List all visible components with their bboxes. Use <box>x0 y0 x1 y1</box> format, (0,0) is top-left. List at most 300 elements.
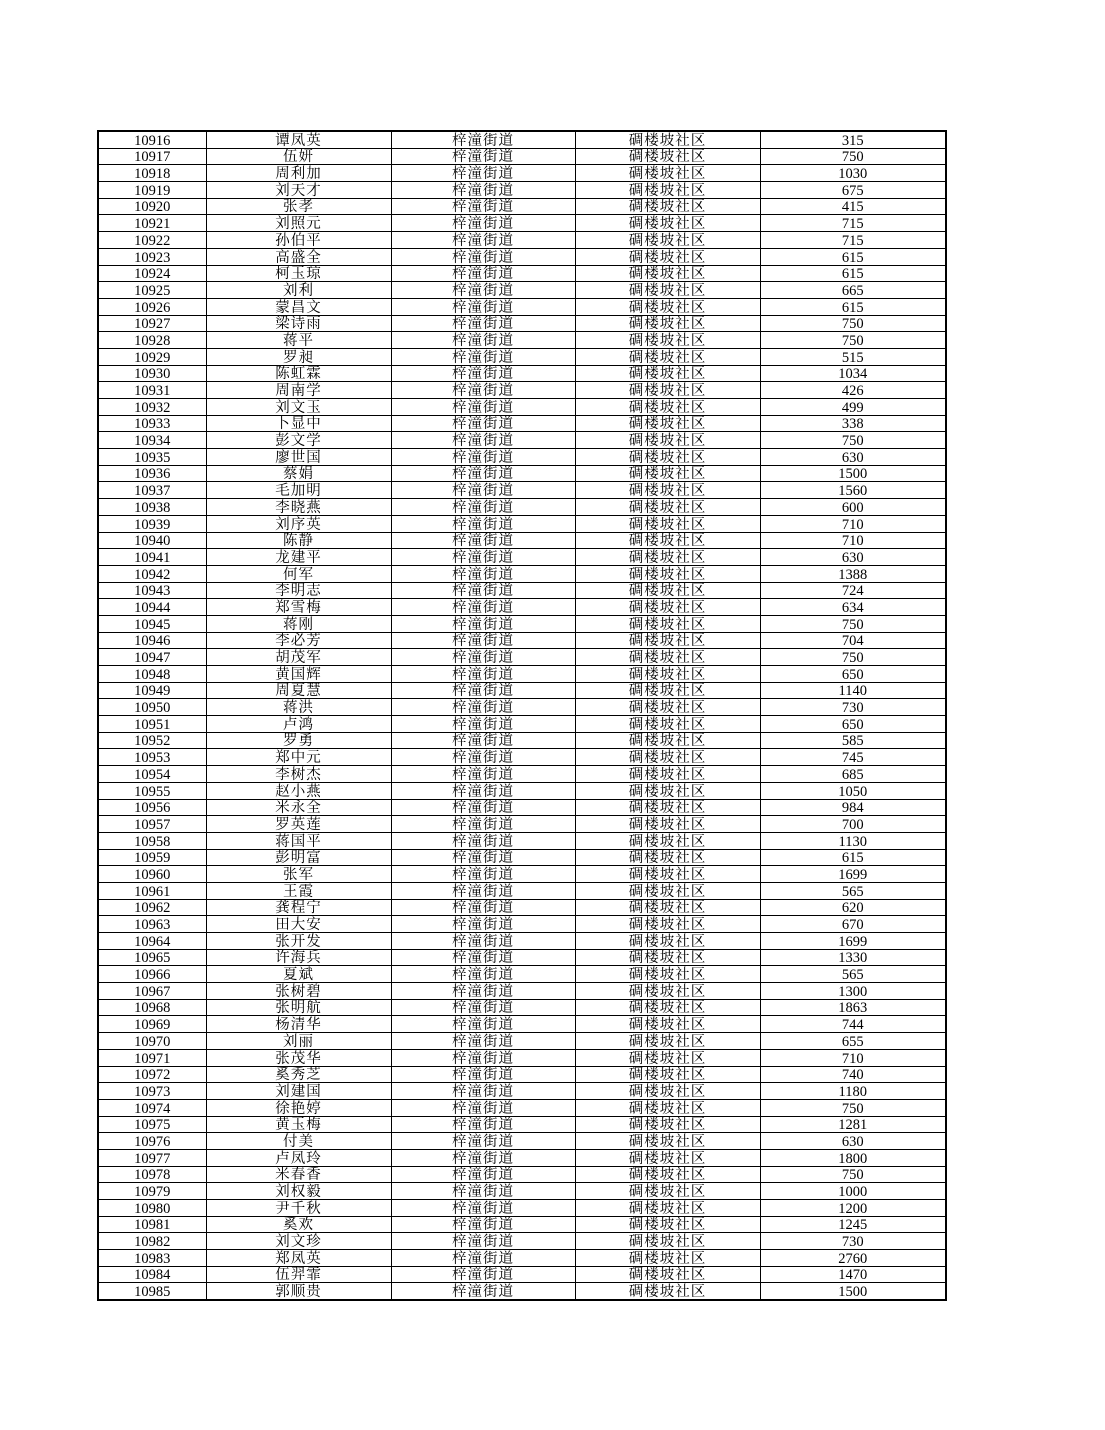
amount-cell: 585 <box>760 732 946 749</box>
name-cell: 黄国辉 <box>206 666 391 683</box>
table-row <box>98 265 946 282</box>
table-row <box>98 816 946 833</box>
table-row <box>98 1099 946 1116</box>
street-cell: 梓潼街道 <box>391 432 575 449</box>
record-id-cell: 10950 <box>98 699 206 716</box>
table-row <box>98 933 946 950</box>
amount-cell: 615 <box>760 248 946 265</box>
street-cell: 梓潼街道 <box>391 399 575 416</box>
record-id-cell: 10916 <box>98 131 206 148</box>
name-cell: 米永全 <box>206 799 391 816</box>
amount-cell: 715 <box>760 215 946 232</box>
amount-cell: 515 <box>760 348 946 365</box>
record-id-cell: 10967 <box>98 983 206 1000</box>
community-cell: 碉楼坡社区 <box>575 1099 760 1116</box>
record-id-cell: 10933 <box>98 415 206 432</box>
amount-cell: 710 <box>760 515 946 532</box>
street-cell: 梓潼街道 <box>391 532 575 549</box>
table-row <box>98 1166 946 1183</box>
street-cell: 梓潼街道 <box>391 499 575 516</box>
amount-cell: 1130 <box>760 832 946 849</box>
amount-cell: 984 <box>760 799 946 816</box>
record-id-cell: 10938 <box>98 499 206 516</box>
name-cell: 周南学 <box>206 382 391 399</box>
street-cell: 梓潼街道 <box>391 582 575 599</box>
community-cell: 碉楼坡社区 <box>575 882 760 899</box>
name-cell: 刘序英 <box>206 515 391 532</box>
community-cell: 碉楼坡社区 <box>575 816 760 833</box>
record-id-cell: 10963 <box>98 916 206 933</box>
record-id-cell: 10923 <box>98 248 206 265</box>
name-cell: 李晓燕 <box>206 499 391 516</box>
record-id-cell: 10932 <box>98 399 206 416</box>
community-cell: 碉楼坡社区 <box>575 365 760 382</box>
name-cell: 郑雪梅 <box>206 599 391 616</box>
street-cell: 梓潼街道 <box>391 1200 575 1217</box>
street-cell: 梓潼街道 <box>391 465 575 482</box>
table-row <box>98 1183 946 1200</box>
table-row <box>98 482 946 499</box>
street-cell: 梓潼街道 <box>391 599 575 616</box>
community-cell: 碉楼坡社区 <box>575 782 760 799</box>
amount-cell: 750 <box>760 432 946 449</box>
record-id-cell: 10921 <box>98 215 206 232</box>
amount-cell: 715 <box>760 232 946 249</box>
street-cell: 梓潼街道 <box>391 699 575 716</box>
table-row <box>98 549 946 566</box>
table-row <box>98 365 946 382</box>
record-id-cell: 10924 <box>98 265 206 282</box>
name-cell: 孙伯平 <box>206 232 391 249</box>
amount-cell: 1000 <box>760 1183 946 1200</box>
name-cell: 蒋平 <box>206 332 391 349</box>
record-id-cell: 10940 <box>98 532 206 549</box>
table-row <box>98 866 946 883</box>
table-row <box>98 131 946 148</box>
table-row <box>98 449 946 466</box>
name-cell: 奚欢 <box>206 1216 391 1233</box>
record-id-cell: 10965 <box>98 949 206 966</box>
name-cell: 卢凤玲 <box>206 1149 391 1166</box>
community-cell: 碉楼坡社区 <box>575 1200 760 1217</box>
table-row <box>98 582 946 599</box>
street-cell: 梓潼街道 <box>391 766 575 783</box>
amount-cell: 650 <box>760 666 946 683</box>
community-cell: 碉楼坡社区 <box>575 649 760 666</box>
name-cell: 付美 <box>206 1133 391 1150</box>
table-row <box>98 232 946 249</box>
name-cell: 胡茂军 <box>206 649 391 666</box>
community-cell: 碉楼坡社区 <box>575 465 760 482</box>
record-id-cell: 10954 <box>98 766 206 783</box>
amount-cell: 1470 <box>760 1266 946 1283</box>
community-cell: 碉楼坡社区 <box>575 615 760 632</box>
street-cell: 梓潼街道 <box>391 832 575 849</box>
record-id-cell: 10930 <box>98 365 206 382</box>
street-cell: 梓潼街道 <box>391 515 575 532</box>
community-cell: 碉楼坡社区 <box>575 315 760 332</box>
table-row <box>98 182 946 199</box>
amount-cell: 750 <box>760 649 946 666</box>
amount-cell: 1200 <box>760 1200 946 1217</box>
table-row <box>98 983 946 1000</box>
amount-cell: 675 <box>760 182 946 199</box>
street-cell: 梓潼街道 <box>391 999 575 1016</box>
street-cell: 梓潼街道 <box>391 332 575 349</box>
table-row <box>98 732 946 749</box>
community-cell: 碉楼坡社区 <box>575 549 760 566</box>
amount-cell: 740 <box>760 1066 946 1083</box>
name-cell: 田大安 <box>206 916 391 933</box>
amount-cell: 704 <box>760 632 946 649</box>
street-cell: 梓潼街道 <box>391 816 575 833</box>
table-row <box>98 215 946 232</box>
name-cell: 张树碧 <box>206 983 391 1000</box>
name-cell: 郑中元 <box>206 749 391 766</box>
record-id-cell: 10949 <box>98 682 206 699</box>
community-cell: 碉楼坡社区 <box>575 499 760 516</box>
street-cell: 梓潼街道 <box>391 248 575 265</box>
community-cell: 碉楼坡社区 <box>575 966 760 983</box>
name-cell: 龙建平 <box>206 549 391 566</box>
amount-cell: 1388 <box>760 565 946 582</box>
name-cell: 龚程宁 <box>206 899 391 916</box>
table-row <box>98 165 946 182</box>
community-cell: 碉楼坡社区 <box>575 532 760 549</box>
street-cell: 梓潼街道 <box>391 966 575 983</box>
amount-cell: 1140 <box>760 682 946 699</box>
community-cell: 碉楼坡社区 <box>575 382 760 399</box>
record-id-cell: 10935 <box>98 449 206 466</box>
name-cell: 刘权毅 <box>206 1183 391 1200</box>
name-cell: 柯玉琼 <box>206 265 391 282</box>
table-row <box>98 348 946 365</box>
street-cell: 梓潼街道 <box>391 298 575 315</box>
name-cell: 刘照元 <box>206 215 391 232</box>
community-cell: 碉楼坡社区 <box>575 131 760 148</box>
table-row <box>98 399 946 416</box>
record-id-cell: 10968 <box>98 999 206 1016</box>
name-cell: 刘丽 <box>206 1033 391 1050</box>
record-id-cell: 10944 <box>98 599 206 616</box>
name-cell: 何军 <box>206 565 391 582</box>
name-cell: 米春香 <box>206 1166 391 1183</box>
record-id-cell: 10937 <box>98 482 206 499</box>
table-row <box>98 1233 946 1250</box>
street-cell: 梓潼街道 <box>391 131 575 148</box>
amount-cell: 685 <box>760 766 946 783</box>
record-id-cell: 10970 <box>98 1033 206 1050</box>
amount-cell: 670 <box>760 916 946 933</box>
community-cell: 碉楼坡社区 <box>575 198 760 215</box>
amount-cell: 2760 <box>760 1250 946 1267</box>
table-row <box>98 198 946 215</box>
street-cell: 梓潼街道 <box>391 716 575 733</box>
record-id-cell: 10920 <box>98 198 206 215</box>
record-id-cell: 10951 <box>98 716 206 733</box>
community-cell: 碉楼坡社区 <box>575 482 760 499</box>
amount-cell: 1030 <box>760 165 946 182</box>
amount-cell: 615 <box>760 298 946 315</box>
street-cell: 梓潼街道 <box>391 449 575 466</box>
street-cell: 梓潼街道 <box>391 1266 575 1283</box>
table-row <box>98 699 946 716</box>
table-row <box>98 499 946 516</box>
street-cell: 梓潼街道 <box>391 949 575 966</box>
community-cell: 碉楼坡社区 <box>575 248 760 265</box>
name-cell: 许海兵 <box>206 949 391 966</box>
table-row <box>98 782 946 799</box>
street-cell: 梓潼街道 <box>391 415 575 432</box>
table-row <box>98 632 946 649</box>
street-cell: 梓潼街道 <box>391 265 575 282</box>
community-cell: 碉楼坡社区 <box>575 332 760 349</box>
amount-cell: 665 <box>760 282 946 299</box>
record-id-cell: 10918 <box>98 165 206 182</box>
table-row <box>98 799 946 816</box>
community-cell: 碉楼坡社区 <box>575 348 760 365</box>
amount-cell: 750 <box>760 332 946 349</box>
community-cell: 碉楼坡社区 <box>575 949 760 966</box>
community-cell: 碉楼坡社区 <box>575 399 760 416</box>
name-cell: 彭明富 <box>206 849 391 866</box>
community-cell: 碉楼坡社区 <box>575 1016 760 1033</box>
name-cell: 郭顺贵 <box>206 1283 391 1300</box>
table-row <box>98 749 946 766</box>
amount-cell: 745 <box>760 749 946 766</box>
record-id-cell: 10964 <box>98 933 206 950</box>
table-row <box>98 849 946 866</box>
community-cell: 碉楼坡社区 <box>575 832 760 849</box>
community-cell: 碉楼坡社区 <box>575 599 760 616</box>
record-id-cell: 10936 <box>98 465 206 482</box>
community-cell: 碉楼坡社区 <box>575 749 760 766</box>
name-cell: 郑凤英 <box>206 1250 391 1267</box>
street-cell: 梓潼街道 <box>391 1149 575 1166</box>
street-cell: 梓潼街道 <box>391 849 575 866</box>
street-cell: 梓潼街道 <box>391 632 575 649</box>
table-row <box>98 1116 946 1133</box>
street-cell: 梓潼街道 <box>391 799 575 816</box>
table-row <box>98 1016 946 1033</box>
name-cell: 卜显中 <box>206 415 391 432</box>
record-id-cell: 10979 <box>98 1183 206 1200</box>
community-cell: 碉楼坡社区 <box>575 1283 760 1300</box>
table-row <box>98 248 946 265</box>
name-cell: 高盛全 <box>206 248 391 265</box>
amount-cell: 655 <box>760 1033 946 1050</box>
record-id-cell: 10955 <box>98 782 206 799</box>
table-row <box>98 532 946 549</box>
record-id-cell: 10960 <box>98 866 206 883</box>
table-row <box>98 1083 946 1100</box>
amount-cell: 315 <box>760 131 946 148</box>
community-cell: 碉楼坡社区 <box>575 232 760 249</box>
street-cell: 梓潼街道 <box>391 549 575 566</box>
record-id-cell: 10919 <box>98 182 206 199</box>
street-cell: 梓潼街道 <box>391 1016 575 1033</box>
street-cell: 梓潼街道 <box>391 1033 575 1050</box>
name-cell: 张军 <box>206 866 391 883</box>
table-row <box>98 382 946 399</box>
street-cell: 梓潼街道 <box>391 1166 575 1183</box>
street-cell: 梓潼街道 <box>391 1099 575 1116</box>
record-id-cell: 10971 <box>98 1049 206 1066</box>
amount-cell: 630 <box>760 1133 946 1150</box>
table-row <box>98 1066 946 1083</box>
street-cell: 梓潼街道 <box>391 933 575 950</box>
street-cell: 梓潼街道 <box>391 215 575 232</box>
table-row <box>98 432 946 449</box>
community-cell: 碉楼坡社区 <box>575 565 760 582</box>
community-cell: 碉楼坡社区 <box>575 282 760 299</box>
name-cell: 刘文玉 <box>206 399 391 416</box>
community-cell: 碉楼坡社区 <box>575 999 760 1016</box>
table-row <box>98 949 946 966</box>
community-cell: 碉楼坡社区 <box>575 732 760 749</box>
name-cell: 刘天才 <box>206 182 391 199</box>
table-row <box>98 148 946 165</box>
table-row <box>98 716 946 733</box>
record-id-cell: 10973 <box>98 1083 206 1100</box>
record-id-cell: 10929 <box>98 348 206 365</box>
table-row <box>98 649 946 666</box>
street-cell: 梓潼街道 <box>391 148 575 165</box>
amount-cell: 615 <box>760 265 946 282</box>
street-cell: 梓潼街道 <box>391 198 575 215</box>
name-cell: 奚秀芝 <box>206 1066 391 1083</box>
street-cell: 梓潼街道 <box>391 1250 575 1267</box>
table-row <box>98 1250 946 1267</box>
name-cell: 罗昶 <box>206 348 391 365</box>
community-cell: 碉楼坡社区 <box>575 215 760 232</box>
record-id-cell: 10957 <box>98 816 206 833</box>
community-cell: 碉楼坡社区 <box>575 916 760 933</box>
amount-cell: 724 <box>760 582 946 599</box>
table-row <box>98 465 946 482</box>
name-cell: 张开发 <box>206 933 391 950</box>
community-cell: 碉楼坡社区 <box>575 866 760 883</box>
amount-cell: 1281 <box>760 1116 946 1133</box>
amount-cell: 1560 <box>760 482 946 499</box>
name-cell: 张明航 <box>206 999 391 1016</box>
name-cell: 黄玉梅 <box>206 1116 391 1133</box>
record-id-cell: 10947 <box>98 649 206 666</box>
amount-cell: 710 <box>760 532 946 549</box>
name-cell: 卢鸿 <box>206 716 391 733</box>
records-sheet <box>97 130 945 1301</box>
name-cell: 蒋洪 <box>206 699 391 716</box>
community-cell: 碉楼坡社区 <box>575 1216 760 1233</box>
table-row <box>98 1049 946 1066</box>
community-cell: 碉楼坡社区 <box>575 1066 760 1083</box>
name-cell: 徐艳婷 <box>206 1099 391 1116</box>
street-cell: 梓潼街道 <box>391 565 575 582</box>
record-id-cell: 10941 <box>98 549 206 566</box>
community-cell: 碉楼坡社区 <box>575 849 760 866</box>
record-id-cell: 10974 <box>98 1099 206 1116</box>
street-cell: 梓潼街道 <box>391 615 575 632</box>
street-cell: 梓潼街道 <box>391 1183 575 1200</box>
record-id-cell: 10975 <box>98 1116 206 1133</box>
table-row <box>98 415 946 432</box>
table-row <box>98 832 946 849</box>
community-cell: 碉楼坡社区 <box>575 1166 760 1183</box>
amount-cell: 1180 <box>760 1083 946 1100</box>
record-id-cell: 10984 <box>98 1266 206 1283</box>
street-cell: 梓潼街道 <box>391 899 575 916</box>
amount-cell: 615 <box>760 849 946 866</box>
street-cell: 梓潼街道 <box>391 866 575 883</box>
record-id-cell: 10934 <box>98 432 206 449</box>
record-id-cell: 10958 <box>98 832 206 849</box>
amount-cell: 730 <box>760 699 946 716</box>
name-cell: 刘建国 <box>206 1083 391 1100</box>
record-id-cell: 10981 <box>98 1216 206 1233</box>
name-cell: 王霞 <box>206 882 391 899</box>
street-cell: 梓潼街道 <box>391 666 575 683</box>
community-cell: 碉楼坡社区 <box>575 1266 760 1283</box>
name-cell: 尹千秋 <box>206 1200 391 1217</box>
street-cell: 梓潼街道 <box>391 749 575 766</box>
amount-cell: 1050 <box>760 782 946 799</box>
amount-cell: 1300 <box>760 983 946 1000</box>
street-cell: 梓潼街道 <box>391 315 575 332</box>
street-cell: 梓潼街道 <box>391 882 575 899</box>
table-row <box>98 282 946 299</box>
community-cell: 碉楼坡社区 <box>575 582 760 599</box>
amount-cell: 730 <box>760 1233 946 1250</box>
amount-cell: 415 <box>760 198 946 215</box>
community-cell: 碉楼坡社区 <box>575 1033 760 1050</box>
name-cell: 彭文学 <box>206 432 391 449</box>
table-row <box>98 599 946 616</box>
name-cell: 杨清华 <box>206 1016 391 1033</box>
record-id-cell: 10972 <box>98 1066 206 1083</box>
name-cell: 赵小燕 <box>206 782 391 799</box>
community-cell: 碉楼坡社区 <box>575 632 760 649</box>
street-cell: 梓潼街道 <box>391 983 575 1000</box>
table-row <box>98 1200 946 1217</box>
record-id-cell: 10917 <box>98 148 206 165</box>
table-row <box>98 766 946 783</box>
record-id-cell: 10977 <box>98 1149 206 1166</box>
table-row <box>98 682 946 699</box>
name-cell: 蒋刚 <box>206 615 391 632</box>
name-cell: 谭凤英 <box>206 131 391 148</box>
table-row <box>98 999 946 1016</box>
amount-cell: 650 <box>760 716 946 733</box>
street-cell: 梓潼街道 <box>391 1083 575 1100</box>
name-cell: 廖世国 <box>206 449 391 466</box>
record-id-cell: 10939 <box>98 515 206 532</box>
amount-cell: 426 <box>760 382 946 399</box>
table-row <box>98 332 946 349</box>
street-cell: 梓潼街道 <box>391 282 575 299</box>
community-cell: 碉楼坡社区 <box>575 1116 760 1133</box>
amount-cell: 750 <box>760 1166 946 1183</box>
amount-cell: 620 <box>760 899 946 916</box>
table-row <box>98 899 946 916</box>
record-id-cell: 10952 <box>98 732 206 749</box>
community-cell: 碉楼坡社区 <box>575 983 760 1000</box>
street-cell: 梓潼街道 <box>391 232 575 249</box>
record-id-cell: 10980 <box>98 1200 206 1217</box>
record-id-cell: 10946 <box>98 632 206 649</box>
amount-cell: 565 <box>760 966 946 983</box>
name-cell: 罗英莲 <box>206 816 391 833</box>
name-cell: 李必芳 <box>206 632 391 649</box>
